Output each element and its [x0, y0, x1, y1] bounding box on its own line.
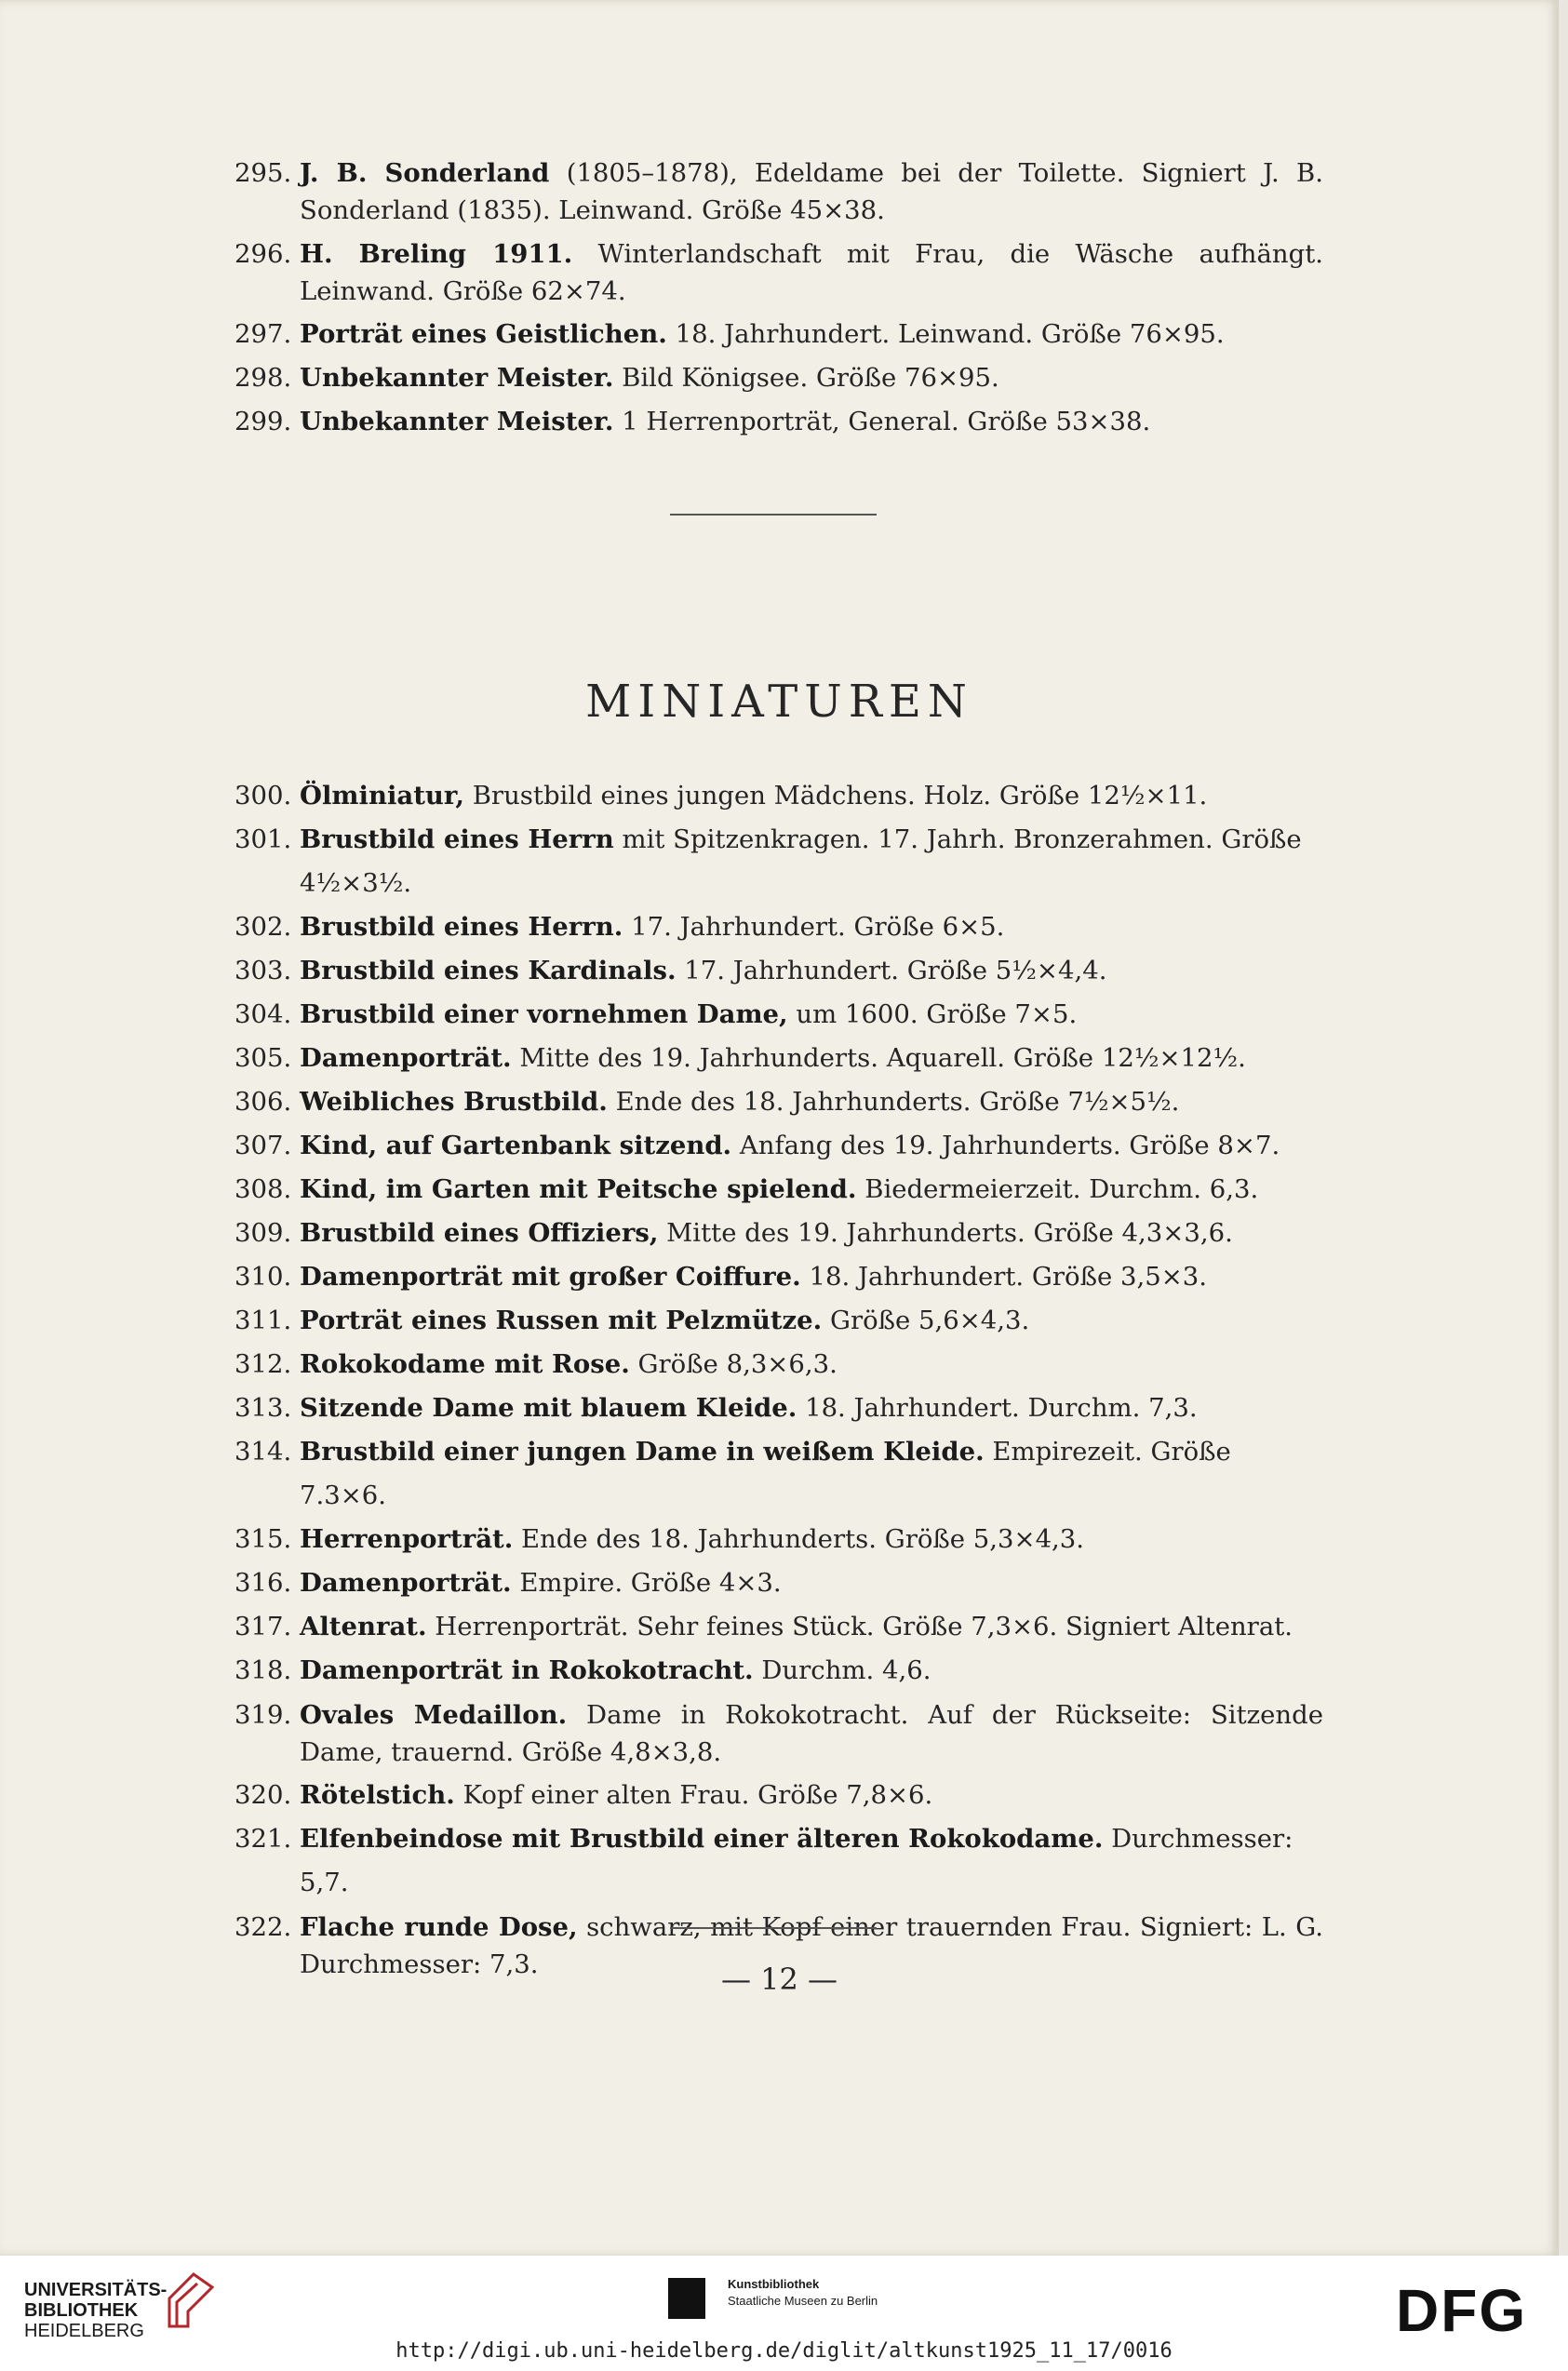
- kb-line-1: Kunstbibliothek: [728, 2277, 820, 2291]
- entry-number: 310.: [235, 1262, 292, 1292]
- entry-number: 296.: [235, 239, 292, 269]
- entry-description: Mitte des 19. Jahrhunderts. Größe 4,3×3,6.: [658, 1218, 1233, 1248]
- entry-title: Damenporträt mit großer Coiffure.: [300, 1262, 801, 1292]
- entry-title: Unbekannter Meister.: [300, 407, 614, 436]
- catalog-entry: [235, 993, 1323, 1037]
- catalog-entry: [235, 1774, 1323, 1817]
- kunstbibliothek-text: [728, 2276, 878, 2310]
- catalog-entry: [235, 356, 1323, 400]
- catalog-entry: [235, 1212, 1323, 1255]
- entry-description: Größe 5,6×4,3.: [822, 1306, 1030, 1335]
- entry-list-paintings: [235, 151, 1323, 444]
- catalog-entry: [235, 1518, 1323, 1561]
- source-url-link[interactable]: http://digi.ub.uni-heidelberg.de/diglit/altkunst1925_11_17/0016: [395, 2339, 1173, 2363]
- entry-description: Ende des 18. Jahrhunderts. Größe 5,3×4,3.: [513, 1524, 1085, 1554]
- entry-title: Brustbild eines Herrn.: [300, 912, 623, 942]
- catalog-entry: [235, 1124, 1323, 1168]
- entry-description: Durchm. 4,6.: [753, 1655, 931, 1685]
- entry-title: J. B. Sonderland: [300, 158, 550, 188]
- catalog-entry: [235, 1817, 1323, 1905]
- entry-title: Unbekannter Meister.: [300, 363, 614, 393]
- entry-title: Damenporträt in Rokokotracht.: [300, 1655, 754, 1685]
- university-line-1: UNIVERSITÄTS-: [24, 2280, 168, 2300]
- entry-description: Brustbild eines jungen Mädchens. Holz. Größe 12½×11.: [463, 781, 1208, 810]
- entry-title: Ölminiatur,: [300, 781, 464, 810]
- entry-number: 307.: [235, 1131, 292, 1160]
- entry-number: 297.: [235, 319, 292, 349]
- entry-number: 316.: [235, 1568, 292, 1598]
- entry-number: 318.: [235, 1655, 292, 1685]
- catalog-entry: [235, 1693, 1323, 1774]
- catalog-entry: [235, 1343, 1323, 1386]
- entry-number: 309.: [235, 1218, 292, 1248]
- entry-description: Herrenporträt. Sehr feines Stück. Größe 7,3×6. Signiert Altenrat.: [426, 1612, 1293, 1641]
- entry-number: 308.: [235, 1174, 292, 1204]
- entry-description: 18. Jahrhundert. Durchm. 7,3.: [797, 1393, 1198, 1423]
- entry-title: Brustbild eines Herrn: [300, 824, 614, 854]
- kunstbibliothek-logo-icon: [668, 2278, 705, 2319]
- catalog-entry: [235, 774, 1323, 818]
- catalog-entry: [235, 818, 1323, 905]
- entry-description: 17. Jahrhundert. Größe 5½×4,4.: [676, 956, 1107, 985]
- section-heading: MINIATUREN: [585, 676, 973, 728]
- entry-title: Elfenbeindose mit Brustbild einer älteren Rokokodame.: [300, 1824, 1104, 1854]
- entry-description: Biedermeierzeit. Durchm. 6,3.: [856, 1174, 1259, 1204]
- entry-description: Empire. Größe 4×3.: [511, 1568, 782, 1598]
- university-line-2: BIBLIOTHEK: [24, 2300, 139, 2321]
- entry-description: mit Spitzenkragen. 17. Jahrh. Bronzerahmen. Größe 4½×3½.: [300, 824, 1302, 898]
- entry-description: Empirezeit. Größe 7.3×6.: [300, 1437, 1231, 1510]
- entry-number: 304.: [235, 999, 292, 1029]
- entry-title: Rötelstich.: [300, 1780, 455, 1810]
- entry-list-miniatures: [235, 774, 1323, 1986]
- entry-description: 17. Jahrhundert. Größe 6×5.: [623, 912, 1005, 942]
- entry-description: Kopf einer alten Frau. Größe 7,8×6.: [454, 1780, 933, 1810]
- entry-number: 311.: [235, 1306, 292, 1335]
- entry-title: H. Breling 1911.: [300, 239, 573, 269]
- entry-title: Weibliches Brustbild.: [300, 1087, 608, 1117]
- entry-description: (1805–1878), Edeldame bei der Toilette. Signiert J. B. Sonderland (1835). Leinwand. Größe 45×38.: [300, 158, 1323, 225]
- entry-description: Mitte des 19. Jahrhunderts. Aquarell. Größe 12½×12½.: [511, 1043, 1246, 1073]
- section-divider-bottom: [670, 1927, 877, 1929]
- catalog-entry: [235, 905, 1323, 949]
- entry-title: Kind, im Garten mit Peitsche spielend.: [300, 1174, 857, 1204]
- entry-number: 298.: [235, 363, 292, 393]
- entry-description: schwarz, mit Kopf einer trauernden Frau. Signiert: L. G. Durchmesser: 7,3.: [300, 1912, 1323, 1979]
- entry-number: 302.: [235, 912, 292, 942]
- entry-number: 312.: [235, 1349, 292, 1379]
- university-logo-icon: [156, 2271, 218, 2330]
- entry-title: Damenporträt.: [300, 1568, 512, 1598]
- entry-title: Herrenporträt.: [300, 1524, 514, 1554]
- entry-description: 1 Herrenporträt, General. Größe 53×38.: [613, 407, 1151, 436]
- entry-description: Winterlandschaft mit Frau, die Wäsche aufhängt. Leinwand. Größe 62×74.: [300, 239, 1323, 306]
- entry-title: Sitzende Dame mit blauem Kleide.: [300, 1393, 797, 1423]
- entry-title: Brustbild eines Offiziers,: [300, 1218, 659, 1248]
- entry-number: 300.: [235, 781, 292, 810]
- entry-title: Kind, auf Gartenbank sitzend.: [300, 1131, 732, 1160]
- catalog-entry: [235, 949, 1323, 993]
- entry-description: 18. Jahrhundert. Größe 3,5×3.: [800, 1262, 1207, 1292]
- entry-description: Bild Königsee. Größe 76×95.: [613, 363, 999, 393]
- catalog-entry: [235, 232, 1323, 313]
- entry-title: Ovales Medaillon.: [300, 1700, 568, 1730]
- entry-title: Rokokodame mit Rose.: [300, 1349, 630, 1379]
- entry-number: 314.: [235, 1437, 292, 1467]
- entry-number: 319.: [235, 1700, 292, 1730]
- catalog-entry: [235, 1255, 1323, 1299]
- entry-number: 315.: [235, 1524, 292, 1554]
- digitization-footer: [0, 2256, 1568, 2371]
- university-library-logo-text: [24, 2280, 167, 2341]
- catalog-entry: [235, 1386, 1323, 1430]
- entry-title: Brustbild einer vornehmen Dame,: [300, 999, 788, 1029]
- entry-description: Größe 8,3×6,3.: [629, 1349, 838, 1379]
- entry-title: Altenrat.: [300, 1612, 427, 1641]
- catalog-entry: [235, 1430, 1323, 1518]
- entry-number: 321.: [235, 1824, 292, 1854]
- university-line-3: HEIDELBERG: [24, 2321, 144, 2341]
- entry-number: 305.: [235, 1043, 292, 1073]
- entry-title: Brustbild eines Kardinals.: [300, 956, 677, 985]
- entry-number: 299.: [235, 407, 292, 436]
- entry-title: Porträt eines Russen mit Pelzmütze.: [300, 1306, 823, 1335]
- dfg-logo: DFG: [1396, 2277, 1528, 2344]
- entry-number: 301.: [235, 824, 292, 854]
- catalog-entry: [235, 1168, 1323, 1212]
- entry-description: 18. Jahrhundert. Leinwand. Größe 76×95.: [666, 319, 1225, 349]
- entry-title: Damenporträt.: [300, 1043, 512, 1073]
- catalog-entry: [235, 1037, 1323, 1080]
- entry-description: Dame in Rokokotracht. Auf der Rückseite: Sitzende Dame, trauernd. Größe 4,8×3,8.: [300, 1700, 1323, 1767]
- entry-number: 295.: [235, 158, 292, 188]
- catalog-entry: [235, 1299, 1323, 1343]
- catalog-entry: [235, 151, 1323, 232]
- entry-number: 320.: [235, 1780, 292, 1810]
- catalog-entry: [235, 1649, 1323, 1693]
- entry-description: Anfang des 19. Jahrhunderts. Größe 8×7.: [731, 1131, 1280, 1160]
- entry-title: Flache runde Dose,: [300, 1912, 578, 1942]
- kb-line-2: Staatliche Museen zu Berlin: [728, 2294, 878, 2308]
- entry-title: Brustbild einer jungen Dame in weißem Kleide.: [300, 1437, 985, 1467]
- entry-description: Durchmesser: 5,7.: [300, 1824, 1293, 1897]
- entry-number: 313.: [235, 1393, 292, 1423]
- entry-number: 322.: [235, 1912, 292, 1942]
- catalog-entry: [235, 1605, 1323, 1649]
- entry-title: Porträt eines Geistlichen.: [300, 319, 667, 349]
- entry-number: 303.: [235, 956, 292, 985]
- entry-number: 317.: [235, 1612, 292, 1641]
- catalog-entry: [235, 1561, 1323, 1605]
- entry-number: 306.: [235, 1087, 292, 1117]
- entry-description: Ende des 18. Jahrhunderts. Größe 7½×5½.: [607, 1087, 1180, 1117]
- catalog-entry: [235, 313, 1323, 356]
- section-divider-top: [670, 514, 877, 516]
- page-number: — 12 —: [720, 1962, 838, 1997]
- catalog-entry: [235, 400, 1323, 444]
- entry-description: um 1600. Größe 7×5.: [787, 999, 1078, 1029]
- catalog-entry: [235, 1080, 1323, 1124]
